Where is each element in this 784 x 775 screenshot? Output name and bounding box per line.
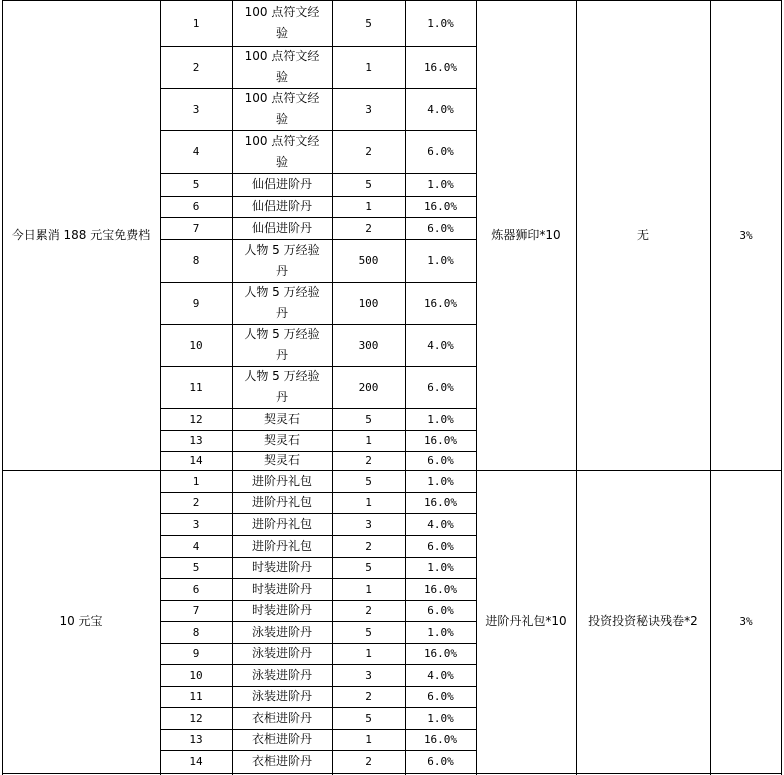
item-quantity: 5 — [365, 625, 372, 639]
grid-line — [160, 217, 476, 218]
item-name: 泳装进阶丹 — [251, 646, 312, 660]
row-number: 1 — [192, 474, 200, 488]
item-name: 100 点符文经验 — [244, 91, 320, 126]
row-number: 5 — [192, 178, 200, 191]
drop-probability: 1.0% — [427, 178, 454, 191]
drop-probability: 6.0% — [427, 454, 454, 467]
item-name: 进阶丹礼包 — [251, 473, 312, 488]
item-quantity: 200 — [358, 380, 379, 394]
grid-line — [160, 0, 161, 775]
item-name: 人物 5 万经验丹 — [244, 369, 320, 404]
row-number: 6 — [192, 200, 200, 213]
row-number: 2 — [192, 496, 200, 509]
drop-probability: 1.0% — [427, 474, 454, 488]
item-quantity: 1 — [365, 496, 372, 509]
grid-line — [2, 773, 782, 774]
item-name: 泳装进阶丹 — [251, 689, 312, 703]
item-name: 仙侣进阶丹 — [251, 220, 312, 235]
item-name: 100 点符文经验 — [244, 49, 320, 84]
grid-line — [2, 470, 782, 471]
drop-probability: 6.0% — [427, 539, 454, 553]
reward-cell: 进阶丹礼包*10 — [485, 614, 567, 628]
grid-line — [160, 173, 476, 174]
grid-line — [160, 600, 476, 601]
item-quantity: 5 — [365, 474, 372, 488]
item-quantity: 5 — [365, 711, 372, 725]
row-number: 13 — [189, 733, 203, 746]
row-number: 12 — [189, 412, 203, 426]
item-name: 人物 5 万经验丹 — [244, 327, 320, 362]
grid-line — [332, 0, 333, 775]
grid-line — [160, 324, 476, 325]
grid-line — [405, 0, 406, 775]
grid-line — [781, 0, 782, 775]
drop-probability: 16.0% — [423, 647, 458, 660]
drop-probability: 6.0% — [427, 145, 454, 158]
grid-line — [160, 729, 476, 730]
tier-label: 今日累消 188 元宝免费档 — [11, 227, 151, 242]
item-name: 衣柜进阶丹 — [251, 754, 312, 768]
drop-probability: 1.0% — [427, 16, 454, 30]
row-number: 11 — [189, 380, 203, 394]
extra-reward-cell: 无 — [636, 227, 649, 242]
grid-line — [160, 578, 476, 579]
grid-line — [160, 430, 476, 431]
drop-probability: 6.0% — [427, 380, 454, 394]
item-quantity: 2 — [365, 454, 372, 467]
item-name: 仙侣进阶丹 — [251, 177, 312, 191]
item-quantity: 3 — [365, 102, 372, 116]
item-name: 时装进阶丹 — [251, 603, 312, 617]
grid-line — [160, 282, 476, 283]
item-name: 时装进阶丹 — [251, 581, 312, 596]
row-number: 13 — [189, 434, 203, 447]
grid-line — [232, 0, 233, 775]
row-number: 4 — [192, 539, 200, 553]
item-quantity: 3 — [365, 517, 372, 531]
grid-line — [160, 557, 476, 558]
item-quantity: 2 — [365, 690, 372, 703]
drop-probability: 1.0% — [427, 711, 454, 725]
item-name: 契灵石 — [263, 433, 300, 447]
item-quantity: 5 — [365, 178, 372, 191]
drop-probability: 6.0% — [427, 755, 454, 768]
reward-cell: 炼器狮印*10 — [491, 227, 561, 242]
row-number: 11 — [189, 690, 203, 703]
rate-cell: 3% — [739, 228, 753, 242]
grid-line — [160, 196, 476, 197]
drop-probability: 1.0% — [427, 254, 454, 267]
drop-probability: 16.0% — [423, 296, 458, 310]
item-quantity: 1 — [365, 733, 372, 746]
row-number: 8 — [192, 254, 200, 267]
drop-probability: 4.0% — [427, 102, 454, 116]
row-number: 6 — [192, 582, 200, 596]
row-number: 8 — [192, 625, 200, 639]
row-number: 3 — [192, 517, 200, 531]
grid-line — [476, 0, 477, 775]
grid-line — [2, 0, 782, 1]
item-name: 仙侣进阶丹 — [251, 199, 312, 213]
row-number: 4 — [192, 145, 200, 158]
row-number: 2 — [192, 60, 200, 74]
item-quantity: 5 — [365, 412, 372, 426]
drop-probability: 4.0% — [427, 517, 454, 531]
item-quantity: 1 — [365, 60, 372, 74]
drop-probability: 1.0% — [427, 412, 454, 426]
item-quantity: 3 — [365, 668, 372, 682]
row-number: 10 — [189, 338, 203, 352]
row-number: 3 — [192, 102, 200, 116]
row-number: 12 — [189, 711, 203, 725]
row-number: 14 — [189, 755, 203, 768]
item-name: 进阶丹礼包 — [251, 538, 312, 553]
item-name: 衣柜进阶丹 — [251, 732, 312, 746]
grid-line — [160, 535, 476, 536]
item-name: 泳装进阶丹 — [251, 624, 312, 639]
item-name: 进阶丹礼包 — [251, 516, 312, 531]
grid-line — [160, 750, 476, 751]
grid-line — [2, 0, 3, 775]
grid-line — [160, 130, 476, 131]
grid-line — [710, 0, 711, 775]
row-number: 1 — [192, 16, 200, 30]
item-quantity: 2 — [365, 221, 372, 235]
item-name: 时装进阶丹 — [251, 560, 312, 574]
drop-probability: 16.0% — [423, 200, 458, 213]
grid-line — [160, 707, 476, 708]
item-quantity: 500 — [358, 254, 379, 267]
grid-line — [160, 664, 476, 665]
item-quantity: 5 — [365, 561, 372, 574]
item-quantity: 1 — [365, 582, 372, 596]
item-name: 人物 5 万经验丹 — [244, 285, 320, 320]
drop-probability: 6.0% — [427, 604, 454, 617]
drop-probability: 6.0% — [427, 690, 454, 703]
drop-probability: 16.0% — [423, 733, 458, 746]
grid-line — [160, 239, 476, 240]
drop-probability: 16.0% — [423, 496, 458, 509]
item-quantity: 2 — [365, 145, 372, 158]
item-name: 契灵石 — [263, 411, 300, 426]
drop-probability: 1.0% — [427, 625, 454, 639]
row-number: 9 — [192, 296, 200, 310]
item-quantity: 2 — [365, 755, 372, 768]
item-name: 人物 5 万经验丹 — [244, 242, 320, 278]
reward-table — [2, 2, 782, 775]
grid-line — [160, 686, 476, 687]
grid-line — [160, 408, 476, 409]
item-name: 契灵石 — [263, 453, 300, 467]
grid-line — [160, 451, 476, 452]
item-name: 进阶丹礼包 — [251, 495, 312, 509]
drop-probability: 1.0% — [427, 561, 454, 574]
item-quantity: 100 — [358, 296, 379, 310]
item-quantity: 2 — [365, 604, 372, 617]
grid-line — [160, 88, 476, 89]
drop-probability: 4.0% — [427, 668, 454, 682]
drop-probability: 6.0% — [427, 221, 454, 235]
rate-cell: 3% — [739, 615, 753, 628]
grid-line — [576, 0, 577, 775]
grid-line — [160, 366, 476, 367]
item-quantity: 300 — [358, 338, 379, 352]
grid-line — [160, 621, 476, 622]
drop-probability: 4.0% — [427, 338, 454, 352]
item-quantity: 1 — [365, 434, 372, 447]
drop-probability: 16.0% — [423, 434, 458, 447]
row-number: 14 — [189, 454, 203, 467]
row-number: 9 — [192, 647, 200, 660]
item-name: 衣柜进阶丹 — [251, 710, 312, 725]
item-name: 泳装进阶丹 — [251, 667, 312, 682]
item-name: 100 点符文经验 — [244, 5, 320, 40]
item-quantity: 5 — [365, 16, 372, 30]
item-name: 100 点符文经验 — [244, 133, 320, 169]
row-number: 5 — [192, 561, 200, 574]
drop-probability: 16.0% — [423, 582, 458, 596]
tier-label: 10 元宝 — [59, 614, 103, 628]
item-quantity: 1 — [365, 200, 372, 213]
grid-line — [160, 513, 476, 514]
extra-reward-cell: 投资投资秘诀残卷*2 — [588, 614, 698, 628]
grid-line — [160, 492, 476, 493]
grid-line — [160, 643, 476, 644]
drop-probability: 16.0% — [423, 60, 458, 74]
item-quantity: 2 — [365, 539, 372, 553]
item-quantity: 1 — [365, 647, 372, 660]
row-number: 7 — [192, 604, 200, 617]
grid-line — [160, 46, 476, 47]
row-number: 7 — [192, 221, 200, 235]
row-number: 10 — [189, 668, 203, 682]
